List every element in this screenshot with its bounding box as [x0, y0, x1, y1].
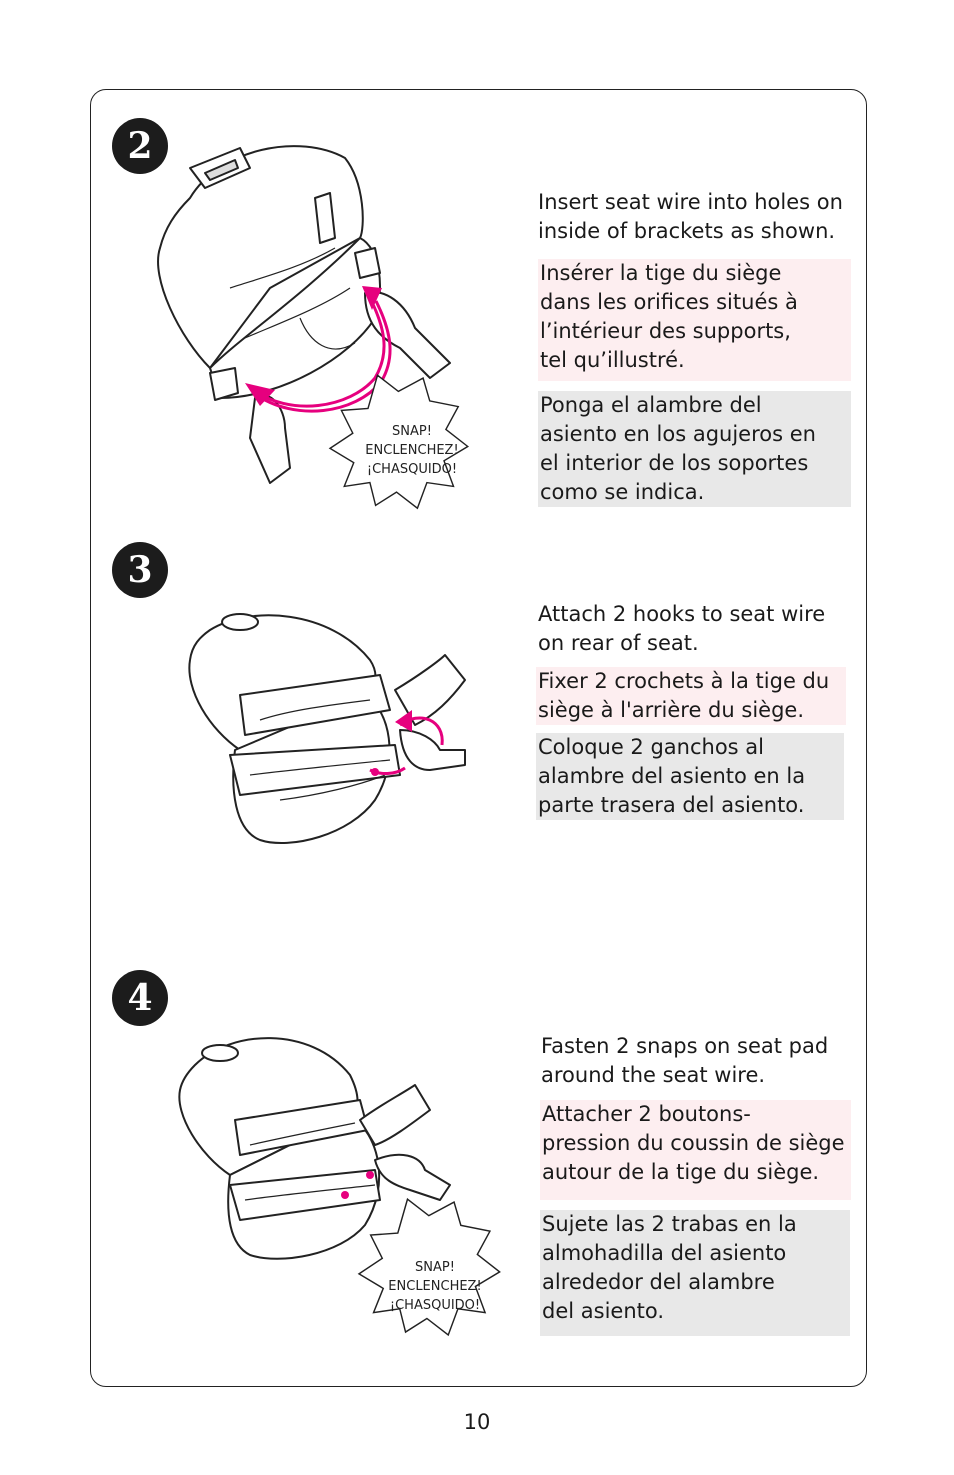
seat-wire-insertion-illustration	[150, 138, 510, 523]
snap-burst-line-3: ¡CHASQUIDO!	[366, 462, 458, 477]
step-2-french-text: Insérer la tige du siège dans les orifices situés à l’intérieur des supports, tel qu’illustré.	[538, 259, 851, 381]
step-4-number: 4	[112, 970, 168, 1026]
step-2-number: 2	[112, 118, 168, 174]
snap-fastening-illustration	[170, 1025, 525, 1360]
step-4-french-text: Attacher 2 boutons- pression du coussin de siège autour de la tige du siège.	[540, 1100, 851, 1200]
snap-burst-line-1: SNAP!	[392, 424, 432, 439]
step-3-number: 3	[112, 542, 168, 598]
step-3-french-text: Fixer 2 crochets à la tige du siège à l'arrière du siège.	[536, 667, 846, 725]
step-3-spanish-text: Coloque 2 ganchos al alambre del asiento en la parte trasera del asiento.	[536, 733, 844, 820]
hook-attachment-illustration	[180, 600, 470, 860]
step-2-english-text: Insert seat wire into holes on inside of brackets as shown.	[538, 190, 843, 243]
snap-burst-line-1: SNAP!	[415, 1260, 455, 1275]
snap-burst-line-3: ¡CHASQUIDO!	[389, 1298, 481, 1313]
step-4-english-text: Fasten 2 snaps on seat pad around the seat wire.	[541, 1034, 829, 1087]
step-4-spanish-text: Sujete las 2 trabas en la almohadilla del asiento alrededor del alambre del asiento.	[540, 1210, 850, 1336]
step-3-english-text: Attach 2 hooks to seat wire on rear of seat.	[538, 602, 826, 655]
step-2-spanish-text: Ponga el alambre del asiento en los agujeros en el interior de los soportes como se indica.	[538, 391, 851, 507]
page-number: 10	[463, 1410, 491, 1434]
snap-burst-line-2: ENCLENCHEZ!	[388, 1279, 482, 1294]
snap-burst-line-2: ENCLENCHEZ!	[365, 443, 459, 458]
snap-burst-step-4	[359, 1199, 500, 1335]
